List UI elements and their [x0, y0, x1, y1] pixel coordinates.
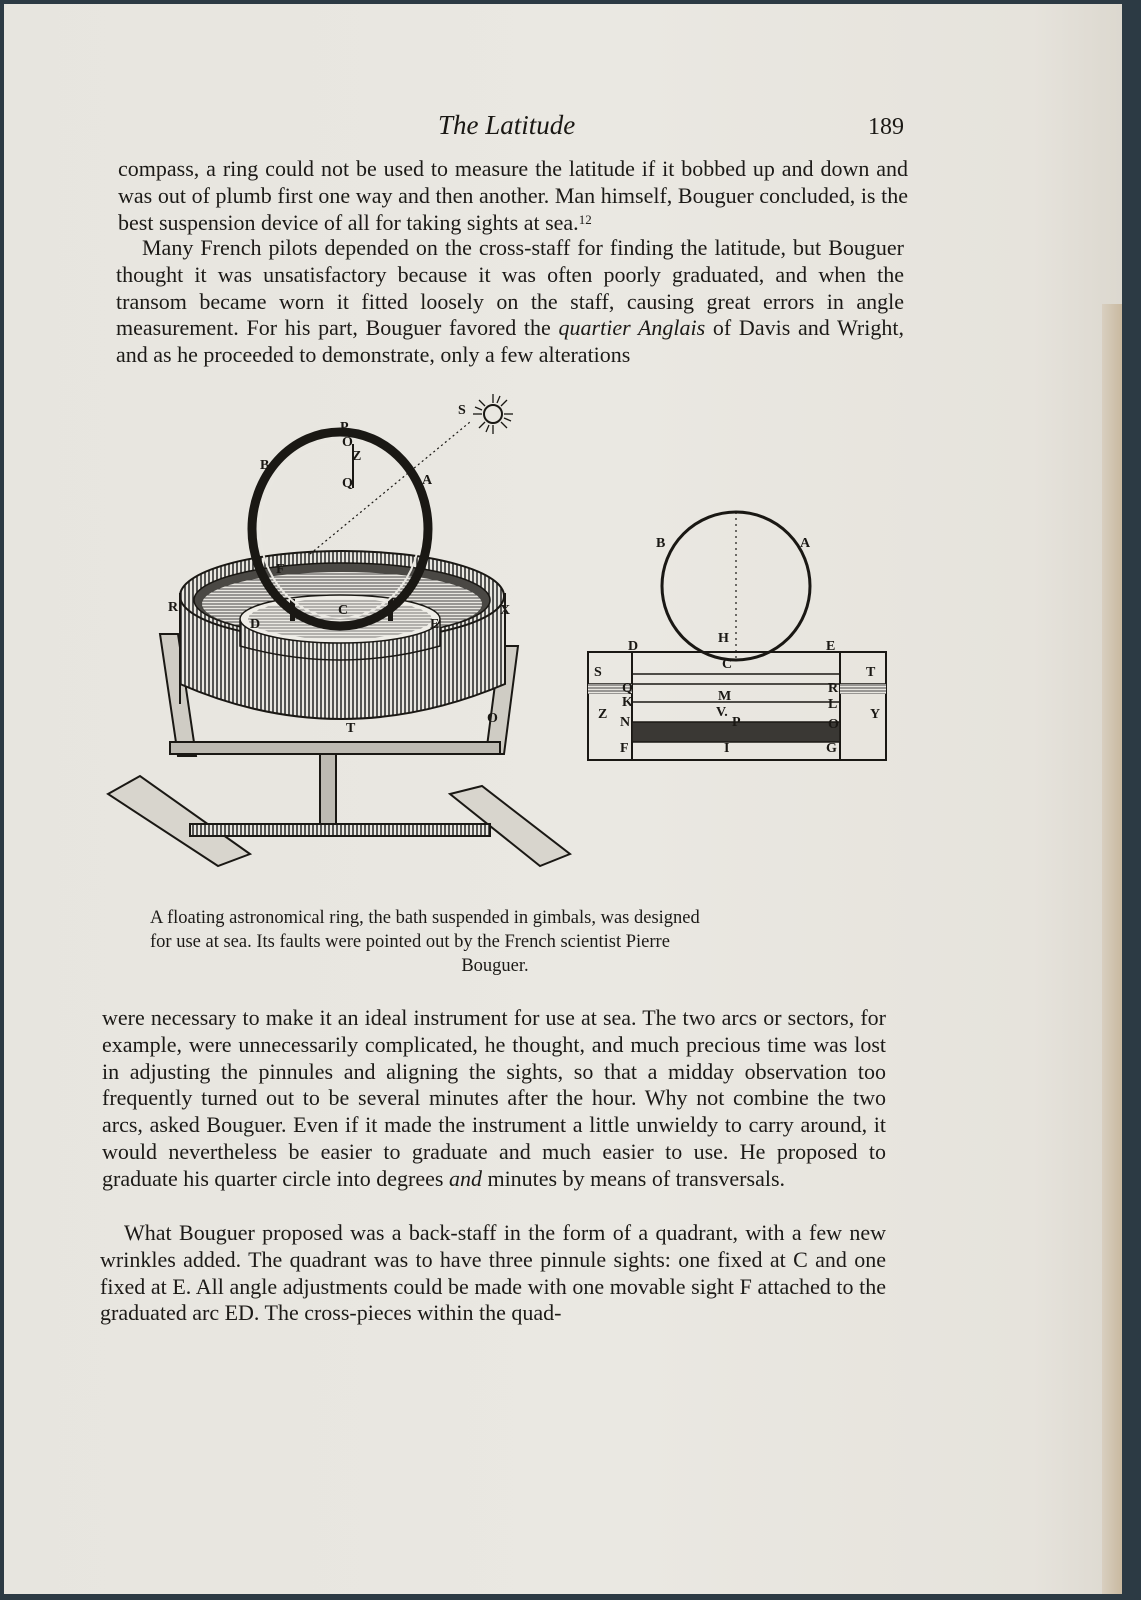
sun-icon [473, 394, 513, 434]
figure-floating-ring [100, 384, 900, 889]
label-q: Q [342, 476, 353, 491]
bath-tub [180, 551, 505, 719]
paragraph-2-text-end: of Davis and Wright, and as he proceeded to demonstrate, only a few alterations [116, 315, 904, 368]
label-r-p: P [732, 715, 741, 730]
caption-line-3: Bouguer. [461, 956, 529, 976]
paragraph-4-text: What Bouguer proposed was a back-staff in the form of a quadrant, with a few new wrinkles added. The quadrant was to have three pinnule sights: one fixed at C and one fixed at E. All angle adjustments could be made with one movable sight F attached to the graduated arc ED. The cross-pieces within the quad- [100, 1220, 886, 1326]
paragraph-2-text: Many French pilots depended on the cross-staff for finding the latitude, but Bouguer thought it was unsatisfactory because it was often poorly graduated, and when the transom became worn it fitted loosely on the staff, causing great errors in angle measurement. For his part, Bouguer favored the [116, 235, 904, 341]
label-r-o: O [828, 717, 839, 732]
label-t: T [346, 721, 356, 736]
paragraph-1-text: compass, a ring could not be used to measure the latitude if it bobbed up and down and was out of plumb first one way and then another. Man himself, Bouguer concluded, is the best suspension device of all for taking sights at sea. [118, 156, 908, 235]
label-r-q: Q [622, 681, 633, 696]
label-z: Z [352, 449, 362, 464]
label-r-h: H [718, 631, 729, 646]
page-number: 189 [868, 114, 904, 140]
page-edge [1102, 304, 1122, 1594]
label-s: S [458, 403, 466, 418]
paragraph-4 [100, 1220, 886, 1327]
running-title: The Latitude [438, 110, 576, 140]
paragraph-3-italic: and [448, 1165, 482, 1191]
label-e: E [430, 617, 440, 632]
label-r-a: A [800, 536, 811, 551]
figure-caption [150, 906, 840, 978]
label-x: X [500, 603, 511, 618]
left-illustration [108, 394, 570, 866]
label-f: F [276, 562, 285, 577]
caption-line-1: A floating astronomical ring, the bath suspended in gimbals, was designed [150, 908, 700, 928]
label-r-s: S [594, 665, 602, 680]
label-r-k: K [622, 695, 633, 710]
label-r-d: D [628, 639, 639, 654]
label-r-r: R [828, 681, 839, 696]
footnote-ref: 12 [578, 211, 592, 227]
paragraph-3 [102, 1005, 886, 1193]
label-r-b: B [656, 536, 666, 551]
label-r-n: N [620, 715, 631, 730]
label-d: D [250, 617, 261, 632]
label-o: O [342, 435, 353, 450]
label-r-i: I [724, 741, 730, 756]
paragraph-1 [118, 156, 908, 236]
label-r-e: E [826, 639, 836, 654]
label-a: A [422, 473, 433, 488]
label-r-l: L [828, 697, 838, 712]
label-r: R [168, 600, 179, 615]
label-r-f: F [620, 741, 629, 756]
label-r-z: Z [598, 707, 608, 722]
label-r-c: C [722, 657, 733, 672]
paragraph-3-text: were necessary to make it an ideal instrument for use at sea. The two arcs or sectors, for example, were unnecessarily complicated, he thought, and much precious time was lost in adjusting the pinnules and aligning the sights, so that a midday observation too frequently turned out to be several minutes after the hour. Why not combine the two arcs, asked Bouguer. Even if it made the instrument a little unwieldy to carry around, it would nevertheless be easier to graduate and much easier to use. He proposed to graduate his quarter circle into degrees [102, 1005, 886, 1191]
label-c: C [338, 603, 349, 618]
label-r-y: Y [870, 707, 881, 722]
paragraph-2-italic: quartier Anglais [558, 315, 706, 341]
running-head [4, 110, 1122, 146]
label-b: B [260, 458, 270, 473]
book-page [4, 4, 1122, 1594]
label-r-v: V. [716, 705, 728, 720]
label-r-m: M [718, 689, 732, 704]
label-r-t: T [866, 665, 876, 680]
label-p: P [340, 420, 349, 435]
paragraph-3-text-end: minutes by means of transversals. [481, 1165, 786, 1191]
label-r-g: G [826, 741, 837, 756]
label-o2: O [487, 711, 498, 726]
caption-line-2: for use at sea. Its faults were pointed out by the French scientist Pierre [150, 932, 670, 952]
right-diagram [588, 512, 886, 760]
paragraph-2 [116, 235, 904, 369]
